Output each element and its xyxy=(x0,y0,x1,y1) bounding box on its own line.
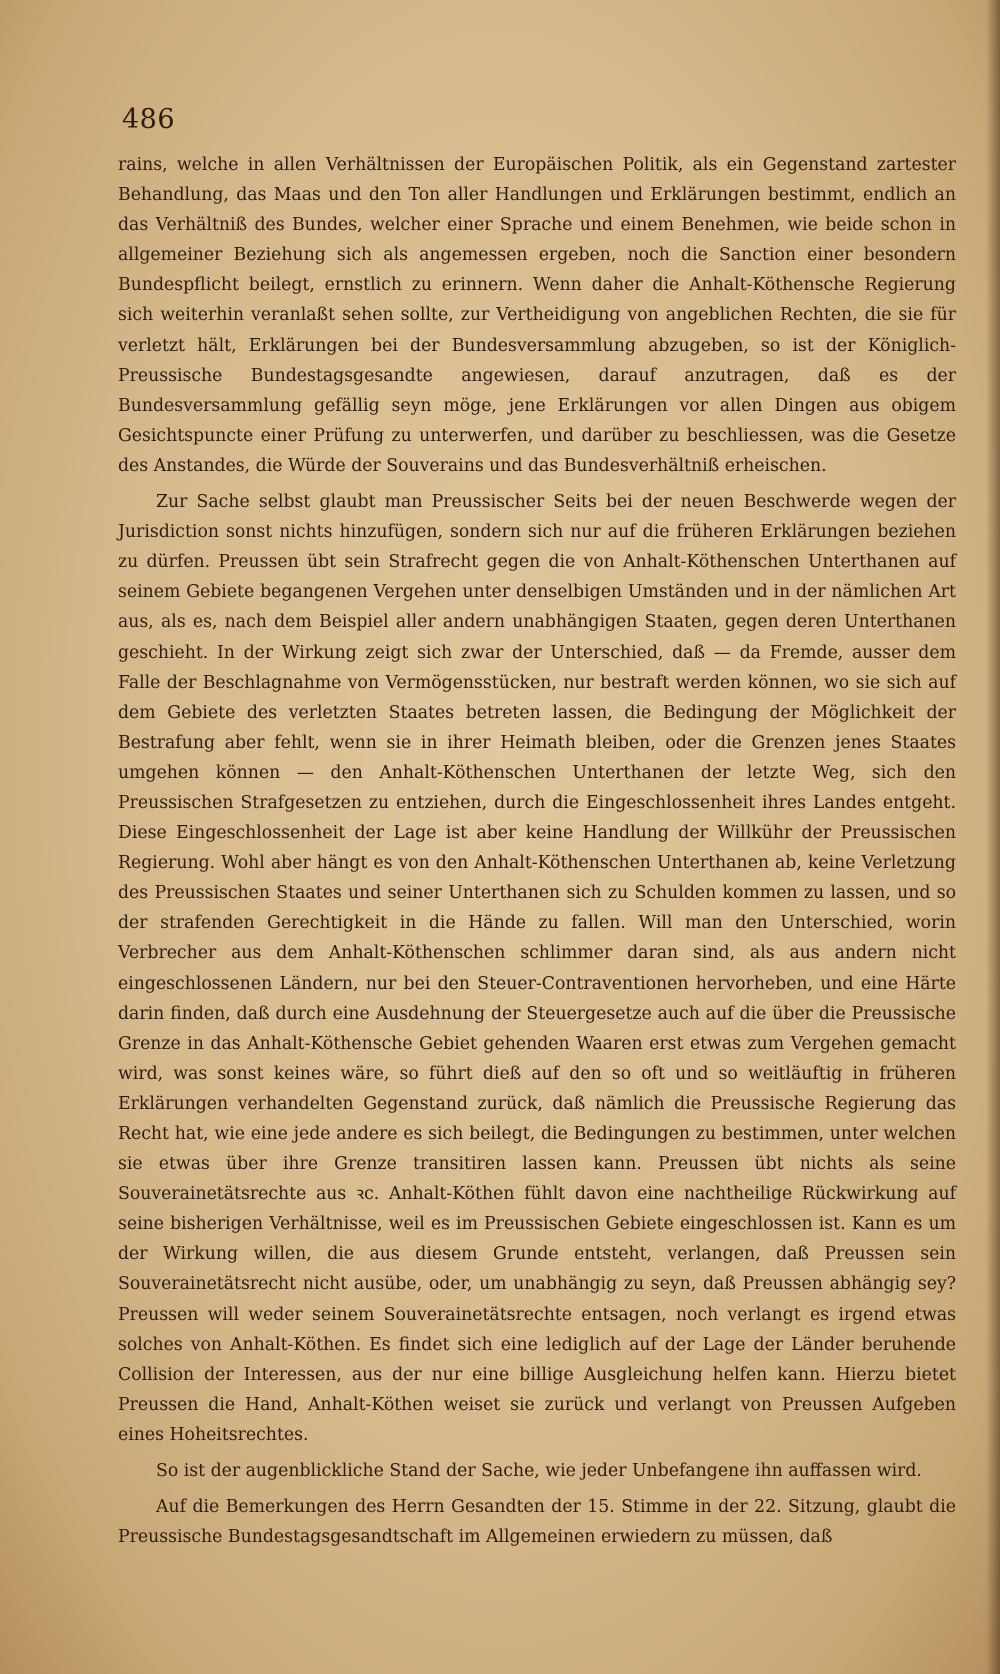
paragraph-continuation: rains, welche in allen Verhältnissen der Europäischen Politik, als ein Gegenstand zartester Behandlung, das Maas und den Ton aller Handlungen und Erklärungen bestimmt, endlich an das Verhältniß des Bundes, welcher einer Sprache und einem Benehmen, wie beide schon in allgemeiner Beziehung sich als angemessen ergeben, noch die Sanction einer besondern Bundespflicht beilegt, ernstlich zu erinnern. Wenn daher die Anhalt-Köthensche Regierung sich weiterhin veranlaßt sehen sollte, zur Vertheidigung von angeblichen Rechten, die sie für verletzt hält, Erklärungen bei der Bundesversammlung abzugeben, so ist der Königlich-Preussische Bundestagsgesandte angewiesen, darauf anzutragen, daß es der Bundesversammlung gefällig seyn möge, jene Erklärungen vor allen Dingen aus obigem Gesichtspuncte einer Prüfung zu unterwerfen, und darüber zu beschliessen, was die Gesetze des Anstandes, die Würde der Souverains und das Bundesverhältniß erheischen. xyxy=(118,155,956,476)
paragraph-bemerkungen: Auf die Bemerkungen des Herrn Gesandten der 15. Stimme in der 22. Sitzung, glaubt die Preussische Bundestagsgesandtschaft im Allgemeinen erwiedern zu müssen, daß xyxy=(118,1497,956,1548)
body-text xyxy=(118,150,956,1558)
paragraph-stand-der-sache: So ist der augenblickliche Stand der Sache, wie jeder Unbefangene ihn auffassen wird. xyxy=(156,1461,922,1482)
page-number: 486 xyxy=(122,104,176,135)
page-edge-shadow xyxy=(986,0,1000,1674)
paragraph-zur-sache: Zur Sache selbst glaubt man Preussischer Seits bei der neuen Beschwerde wegen der Jurisdiction sonst nichts hinzufügen, sondern sich nur auf die früheren Erklärungen beziehen zu dürfen. Preussen übt sein Strafrecht gegen die von Anhalt-Köthenschen Unterthanen auf seinem Gebiete begangenen Vergehen unter denselbigen Umständen und in der nämlichen Art aus, als es, nach dem Beispiel aller andern unabhängigen Staaten, gegen deren Unterthanen geschieht. In der Wirkung zeigt sich zwar der Unterschied, daß — da Fremde, ausser dem Falle der Beschlagnahme von Vermögensstücken, nur bestraft werden können, wo sie sich auf dem Gebiete des verletzten Staates betreten lassen, die Bedingung der Möglichkeit der Bestrafung aber fehlt, wenn sie in ihrer Heimath bleiben, oder die Grenzen jenes Staates umgehen können — den Anhalt-Köthenschen Unterthanen der letzte Weg, sich den Preussischen Strafgesetzen zu entziehen, durch die Eingeschlossenheit ihres Landes entgeht. Diese Eingeschlossenheit der Lage ist aber keine Handlung der Willkühr der Preussischen Regierung. Wohl aber hängt es von den Anhalt-Köthenschen Unterthanen ab, keine Verletzung des Preussischen Staates und seiner Unterthanen sich zu Schulden kommen zu lassen, und so der strafenden Gerechtigkeit in die Hände zu fallen. Will man den Unterschied, worin Verbrecher aus dem Anhalt-Köthenschen schlimmer daran sind, als aus andern nicht eingeschlossenen Ländern, nur bei den Steuer-Contraventionen hervorheben, und eine Härte darin finden, daß durch eine Ausdehnung der Steuergesetze auch auf die über die Preussische Grenze in das Anhalt-Köthensche Gebiet gehenden Waaren erst etwas zum Vergehen gemacht wird, was sonst keines wäre, so führt dieß auf den so oft und so weitläuftig in früheren Erklärungen verhandelten Gegenstand zurück, daß nämlich die Preussische Regierung das Recht hat, wie eine jede andere es sich beilegt, die Bedingungen zu bestimmen, unter welchen sie etwas über ihre Grenze transitiren lassen kann. Preussen übt nichts als seine Souverainetätsrechte aus ꝛc. Anhalt-Köthen fühlt davon eine nachtheilige Rückwirkung auf seine bisherigen Verhältnisse, weil es im Preussischen Gebiete eingeschlossen ist. Kann es um der Wirkung willen, die aus diesem Grunde entsteht, verlangen, daß Preussen sein Souverainetätsrecht nicht ausübe, oder, um unabhängig zu seyn, daß Preussen abhängig sey? Preussen will weder seinem Souverainetätsrechte entsagen, noch verlangt es irgend etwas solches von Anhalt-Köthen. Es findet sich eine lediglich auf der Lage der Länder beruhende Collision der Interessen, aus der nur eine billige Ausgleichung helfen kann. Hierzu bietet Preussen die Hand, Anhalt-Köthen weiset sie zurück und verlangt von Preussen Aufgeben eines Hoheitsrechtes. xyxy=(118,492,956,1445)
